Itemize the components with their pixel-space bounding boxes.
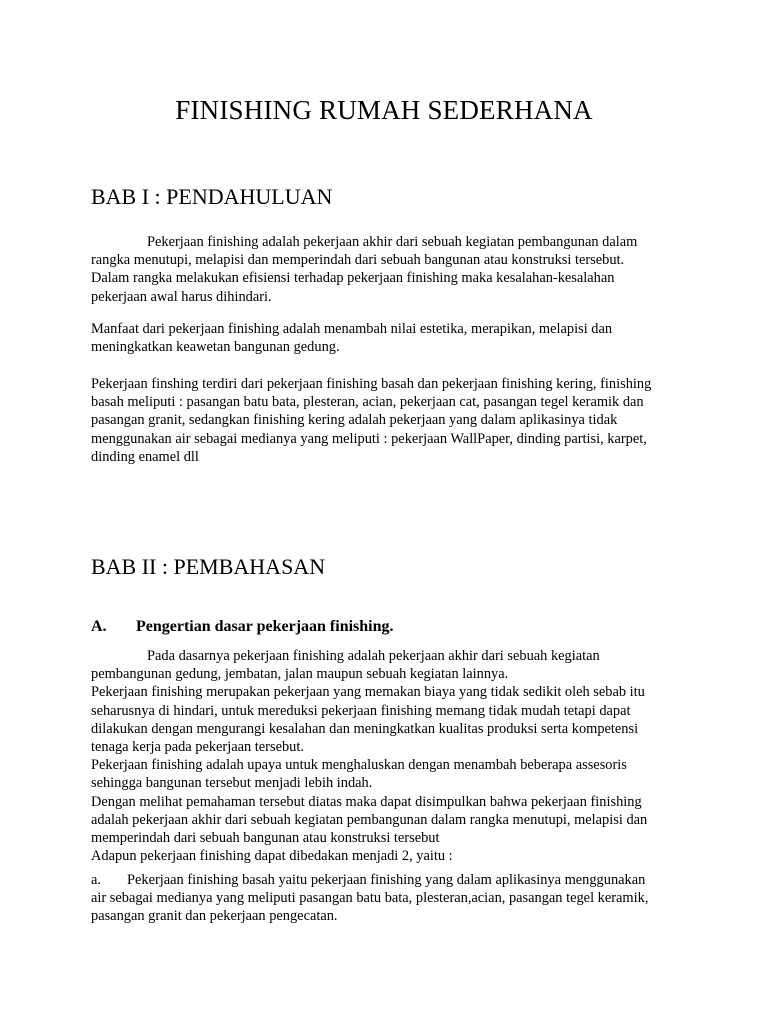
text-line: pasangan granit, sedangkan finishing kering adalah pekerjaan yang dalam aplikasinya tidak [91,412,618,429]
text-line: Pekerjaan finishing merupakan pekerjaan yang memakan biaya yang tidak sedikit oleh sebab itu [91,684,645,701]
document-title: FINISHING RUMAH SEDERHANA [175,95,593,125]
text-line: Pekerjaan finishing adalah upaya untuk menghaluskan dengan menambah beberapa assesoris [91,757,627,774]
text-line [91,871,691,889]
section-a-number: A. [91,618,107,635]
list-item-a [91,871,691,926]
bab2-paragraph-1 [91,647,691,865]
text-line: air sebagai medianya yang meliputi pasangan batu bata, plesteran,acian, pasangan tegel keramik, [91,890,649,907]
text-line: Adapun pekerjaan finishing dapat dibedakan menjadi 2, yaitu : [91,848,453,865]
bab1-paragraph-2 [91,320,691,356]
text-line: seharusnya di hindari, untuk mereduksi pekerjaan finishing memang tidak mudah tetapi dapat [91,702,631,719]
text-line: meningkatkan keawetan bangunan gedung. [91,339,340,356]
text-line: dilakukan dengan mengurangi kesalahan dan meningkatkan kualitas produksi serta kompetensi [91,720,639,737]
list-marker: a. [91,872,101,888]
text-line: Pada dasarnya pekerjaan finishing adalah pekerjaan akhir dari sebuah kegiatan [147,648,600,664]
text-line: tenaga kerja pada pekerjaan tersebut. [91,739,304,756]
text-line: Dengan melihat pemahaman tersebut diatas maka dapat disimpulkan bahwa pekerjaan finishing [91,793,642,810]
text-line: dinding enamel dll [91,448,199,465]
text-line: pasangan granit dan pekerjaan pengecatan. [91,908,338,925]
text-line: Dalam rangka melakukan efisiensi terhadap pekerjaan finishing maka kesalahan-kesalahan [91,270,615,287]
section-a-heading [91,616,394,638]
text-line: memperindah dari sebuah bangunan atau konstruksi tersebut [91,830,440,847]
text-line: sehingga bangunan tersebut menjadi lebih indah. [91,775,373,792]
text-line: Manfaat dari pekerjaan finishing adalah menambah nilai estetika, merapikan, melapisi dan [91,321,613,337]
text-line: adalah pekerjaan akhir dari sebuah kegiatan pembangunan dalam rangka menutupi, melapisi dan [91,811,648,828]
text-line: Pekerjaan finshing terdiri dari pekerjaan finishing basah dan pekerjaan finishing kering, finishing [91,376,652,392]
bab1-paragraph-1 [91,233,691,306]
text-line: pembangunan gedung, jembatan, jalan maupun sebuah kegiatan lainnya. [91,666,509,683]
bab1-heading: BAB I : PENDAHULUAN [91,184,333,209]
text-line: menggunakan air sebagai medianya yang meliputi : pekerjaan WallPaper, dinding partisi, karpet, [91,430,647,447]
section-a-title: Pengertian dasar pekerjaan finishing. [136,618,394,635]
text-line: rangka menutupi, melapisi dan memperindah dari sebuah bangunan atau konstruksi tersebut. [91,252,625,269]
list-item-text: Pekerjaan finishing basah yaitu pekerjaan finishing yang dalam aplikasinya menggunakan [127,872,646,888]
bab1-paragraph-3 [91,375,691,466]
text-line: pekerjaan awal harus dihindari. [91,288,272,305]
bab2-heading: BAB II : PEMBAHASAN [91,554,326,579]
text-line: Pekerjaan finishing adalah pekerjaan akhir dari sebuah kegiatan pembangunan dalam [147,234,638,250]
text-line: basah meliputi : pasangan batu bata, plesteran, acian, pekerjaan cat, pasangan tegel keramik dan [91,394,644,411]
